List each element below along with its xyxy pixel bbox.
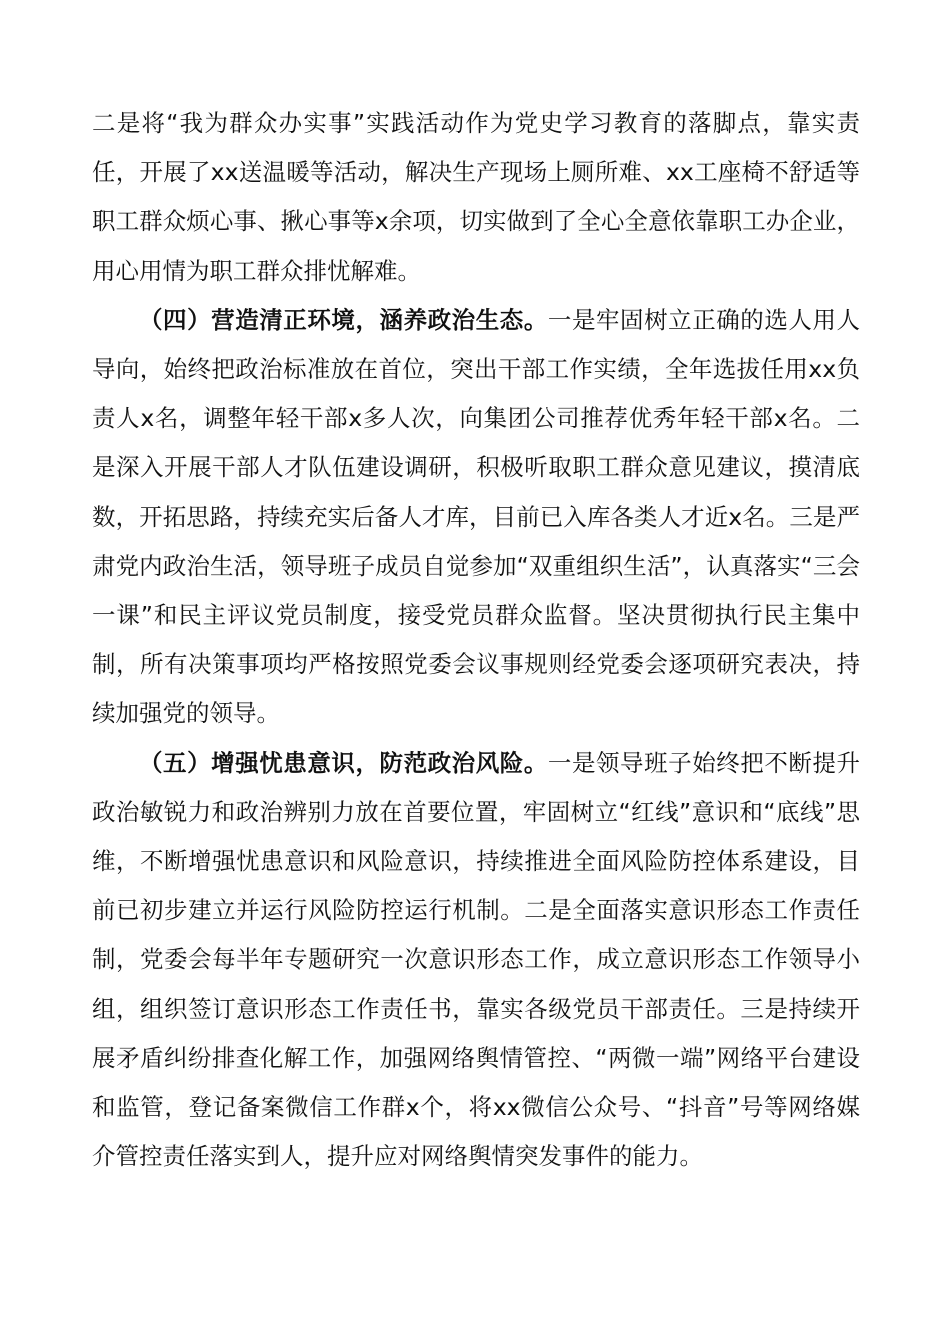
paragraph-text: 一是领导班子始终把不断提升政治敏锐力和政治辨别力放在首要位置，牢固树立“红线”意识和“底线”思维，不断增强忧患意识和风险意识，持续推进全面风险防控体系建设，目前已初步建立并运行风险防控运行机制。二是全面落实意识形态工作责任制，党委会每半年专题研究一次意识形态工作，成立意识形态工作领导小组，组织签订意识形态工作责任书，靠实各级党员干部责任。三是持续开展矛盾纠纷排查化解工作，加强网络舆情管控、“两微一端”网络平台建设和监管，登记备案微信工作群x个，将xx微信公众号、“抖音”号等网络媒介管控责任落实到人，提升应对网络舆情突发事件的能力。 (92, 748, 861, 1171)
paragraph-text: 二是将“我为群众办实事”实践活动作为党史学习教育的落脚点，靠实责任，开展了xx送温暖等活动，解决生产现场上厕所难、xx工座椅不舒适等职工群众烦心事、揪心事等x余项，切实做到了全心全意依靠职工办企业，用心用情为职工群众排忧解难。 (92, 109, 860, 285)
paragraph-text: 一是牢固树立正确的选人用人导向，始终把政治标准放在首位，突出干部工作实绩，全年选拔任用xx负责人x名，调整年轻干部x多人次，向集团公司推荐优秀年轻干部x名。二是深入开展干部人才队伍建设调研，积极听取职工群众意见建议，摸清底数，开拓思路，持续充实后备人才库，目前已入库各类人才近x名。三是严肃党内政治生活，领导班子成员自觉参加“双重组织生活”，认真落实“三会一课”和民主评议党员制度，接受党员群众监督。坚决贯彻执行民主集中制，所有决策事项均严格按照党委会议事规则经党委会逐项研究表决，持续加强党的领导。 (92, 305, 861, 728)
paragraph-section-five (92, 739, 860, 1182)
paragraph-continuation (92, 99, 860, 296)
document-page (92, 99, 860, 1181)
paragraph-section-four (92, 296, 860, 739)
section-heading: （四）营造清正环境，涵养政治生态。 (139, 305, 548, 334)
section-heading: （五）增强忧患意识，防范政治风险。 (139, 748, 548, 777)
